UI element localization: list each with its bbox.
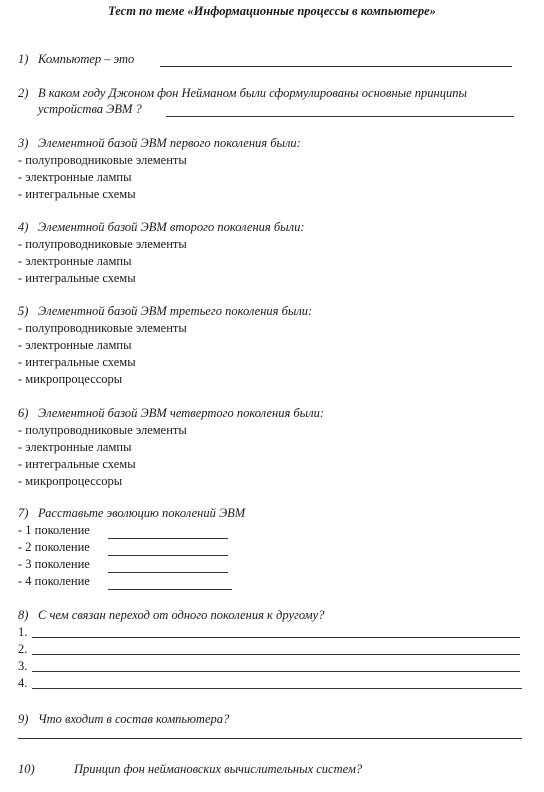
question-6-option[interactable]: - интегральные схемы <box>18 457 136 471</box>
question-4-text: Элементной базой ЭВМ второго поколения были: <box>38 220 305 234</box>
question-7-number: 7) <box>18 506 29 520</box>
question-4-option[interactable]: - интегральные схемы <box>18 271 136 285</box>
answer-number: 1. <box>18 625 28 639</box>
question-7-option: - 2 поколение <box>18 540 90 554</box>
question-6-option[interactable]: - полупроводниковые элементы <box>18 423 187 437</box>
question-2-text-line1: В каком году Джоном фон Нейманом были сформулированы основные принципы <box>38 86 467 100</box>
answer-line-9[interactable] <box>18 738 522 739</box>
question-8-number: 8) <box>18 608 29 622</box>
question-3-option[interactable]: - электронные лампы <box>18 170 132 184</box>
generation-answer-line[interactable] <box>108 555 228 556</box>
answer-line-8[interactable] <box>32 654 520 655</box>
question-6-option[interactable]: - электронные лампы <box>18 440 132 454</box>
question-1-number: 1) <box>18 52 29 66</box>
question-9-text: Что входит в состав компьютера? <box>38 712 230 726</box>
question-10-text: Принцип фон неймановских вычислительных систем? <box>74 762 363 776</box>
question-5-text: Элементной базой ЭВМ третьего поколения были: <box>38 304 313 318</box>
question-1-text: Компьютер – это <box>38 52 135 66</box>
answer-number: 2. <box>18 642 28 656</box>
question-7-option: - 3 поколение <box>18 557 90 571</box>
question-5-option[interactable]: - электронные лампы <box>18 338 132 352</box>
answer-line-1[interactable] <box>160 66 512 67</box>
question-4-option[interactable]: - полупроводниковые элементы <box>18 237 187 251</box>
answer-line-8[interactable] <box>32 671 520 672</box>
question-5-number: 5) <box>18 304 29 318</box>
answer-line-8[interactable] <box>32 637 520 638</box>
question-3-number: 3) <box>18 136 29 150</box>
generation-answer-line[interactable] <box>108 572 228 573</box>
generation-answer-line[interactable] <box>108 589 232 590</box>
question-3-option[interactable]: - полупроводниковые элементы <box>18 153 187 167</box>
question-6-number: 6) <box>18 406 29 420</box>
answer-number: 4. <box>18 676 28 690</box>
worksheet-title: Тест по теме «Информационные процессы в компьютере» <box>108 4 436 18</box>
question-7-option: - 1 поколение <box>18 523 90 537</box>
question-10-number: 10) <box>18 762 35 776</box>
generation-answer-line[interactable] <box>108 538 228 539</box>
answer-line-8[interactable] <box>32 688 522 689</box>
question-5-option[interactable]: - полупроводниковые элементы <box>18 321 187 335</box>
question-9-number: 9) <box>18 712 29 726</box>
question-7-text: Расставьте эволюцию поколений ЭВМ <box>38 506 246 520</box>
question-5-option[interactable]: - микропроцессоры <box>18 372 123 386</box>
question-2-number: 2) <box>18 86 29 100</box>
question-6-option[interactable]: - микропроцессоры <box>18 474 123 488</box>
question-2-text-line2: устройства ЭВМ ? <box>38 102 142 116</box>
question-5-option[interactable]: - интегральные схемы <box>18 355 136 369</box>
answer-line-2[interactable] <box>166 116 514 117</box>
question-6-text: Элементной базой ЭВМ четвертого поколения были: <box>38 406 324 420</box>
answer-number: 3. <box>18 659 28 673</box>
question-8-text: С чем связан переход от одного поколения к другому? <box>38 608 325 622</box>
question-7-option: - 4 поколение <box>18 574 90 588</box>
question-3-text: Элементной базой ЭВМ первого поколения были: <box>38 136 301 150</box>
question-4-option[interactable]: - электронные лампы <box>18 254 132 268</box>
question-4-number: 4) <box>18 220 29 234</box>
question-3-option[interactable]: - интегральные схемы <box>18 187 136 201</box>
